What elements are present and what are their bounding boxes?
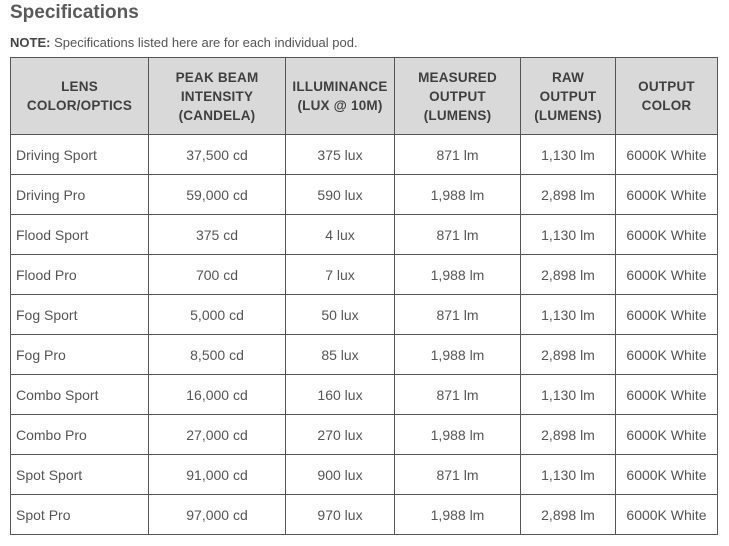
cell-candela: 27,000 cd (149, 415, 286, 455)
table-row (11, 335, 718, 375)
cell-measured-lumens: 1,988 lm (395, 415, 521, 455)
table-row (11, 135, 718, 175)
cell-output-color: 6000K White (616, 255, 718, 295)
header-peak-beam-intensity: PEAK BEAM INTENSITY (CANDELA) (149, 58, 286, 135)
cell-lens: Driving Pro (11, 175, 149, 215)
table-row (11, 375, 718, 415)
cell-lux: 7 lux (286, 255, 395, 295)
cell-output-color: 6000K White (616, 295, 718, 335)
specifications-table (10, 57, 718, 535)
cell-output-color: 6000K White (616, 215, 718, 255)
cell-measured-lumens: 1,988 lm (395, 335, 521, 375)
table-header (11, 58, 718, 135)
cell-lens: Spot Sport (11, 455, 149, 495)
cell-lens: Fog Sport (11, 295, 149, 335)
cell-output-color: 6000K White (616, 175, 718, 215)
header-illuminance: ILLUMINANCE (LUX @ 10M) (286, 58, 395, 135)
cell-lens: Flood Pro (11, 255, 149, 295)
cell-measured-lumens: 1,988 lm (395, 495, 521, 535)
cell-measured-lumens: 871 lm (395, 295, 521, 335)
table-row (11, 175, 718, 215)
cell-candela: 375 cd (149, 215, 286, 255)
table-row (11, 255, 718, 295)
cell-raw-lumens: 2,898 lm (521, 175, 616, 215)
cell-raw-lumens: 1,130 lm (521, 375, 616, 415)
cell-output-color: 6000K White (616, 415, 718, 455)
cell-raw-lumens: 1,130 lm (521, 295, 616, 335)
cell-output-color: 6000K White (616, 495, 718, 535)
header-row (11, 58, 718, 135)
cell-candela: 91,000 cd (149, 455, 286, 495)
cell-raw-lumens: 1,130 lm (521, 215, 616, 255)
cell-lens: Spot Pro (11, 495, 149, 535)
cell-lux: 900 lux (286, 455, 395, 495)
cell-raw-lumens: 2,898 lm (521, 255, 616, 295)
cell-lux: 375 lux (286, 135, 395, 175)
cell-output-color: 6000K White (616, 375, 718, 415)
cell-lens: Combo Sport (11, 375, 149, 415)
cell-raw-lumens: 2,898 lm (521, 335, 616, 375)
cell-lux: 85 lux (286, 335, 395, 375)
cell-lux: 160 lux (286, 375, 395, 415)
cell-raw-lumens: 1,130 lm (521, 455, 616, 495)
cell-output-color: 6000K White (616, 455, 718, 495)
cell-lux: 270 lux (286, 415, 395, 455)
header-output-color: OUTPUT COLOR (616, 58, 718, 135)
cell-lens: Combo Pro (11, 415, 149, 455)
cell-raw-lumens: 1,130 lm (521, 135, 616, 175)
table-row (11, 295, 718, 335)
cell-candela: 37,500 cd (149, 135, 286, 175)
header-measured-output: MEASURED OUTPUT (LUMENS) (395, 58, 521, 135)
cell-candela: 700 cd (149, 255, 286, 295)
cell-output-color: 6000K White (616, 335, 718, 375)
cell-measured-lumens: 871 lm (395, 215, 521, 255)
page-title: Specifications (10, 2, 139, 23)
cell-candela: 8,500 cd (149, 335, 286, 375)
note-body: Specifications listed here are for each individual pod. (50, 35, 358, 50)
table-body (11, 135, 718, 535)
cell-measured-lumens: 1,988 lm (395, 175, 521, 215)
table-row (11, 495, 718, 535)
cell-measured-lumens: 871 lm (395, 375, 521, 415)
cell-candela: 5,000 cd (149, 295, 286, 335)
table-row (11, 415, 718, 455)
cell-lux: 50 lux (286, 295, 395, 335)
cell-raw-lumens: 2,898 lm (521, 495, 616, 535)
header-lens-color-optics: LENS COLOR/OPTICS (11, 58, 149, 135)
cell-output-color: 6000K White (616, 135, 718, 175)
cell-candela: 59,000 cd (149, 175, 286, 215)
cell-candela: 16,000 cd (149, 375, 286, 415)
cell-lux: 590 lux (286, 175, 395, 215)
cell-measured-lumens: 871 lm (395, 455, 521, 495)
cell-lens: Fog Pro (11, 335, 149, 375)
cell-lux: 970 lux (286, 495, 395, 535)
note-text (10, 35, 358, 51)
header-raw-output: RAW OUTPUT (LUMENS) (521, 58, 616, 135)
table-row (11, 215, 718, 255)
cell-measured-lumens: 871 lm (395, 135, 521, 175)
cell-raw-lumens: 2,898 lm (521, 415, 616, 455)
cell-lens: Driving Sport (11, 135, 149, 175)
cell-measured-lumens: 1,988 lm (395, 255, 521, 295)
table-row (11, 455, 718, 495)
note-label: NOTE: (10, 35, 51, 50)
cell-candela: 97,000 cd (149, 495, 286, 535)
cell-lens: Flood Sport (11, 215, 149, 255)
cell-lux: 4 lux (286, 215, 395, 255)
